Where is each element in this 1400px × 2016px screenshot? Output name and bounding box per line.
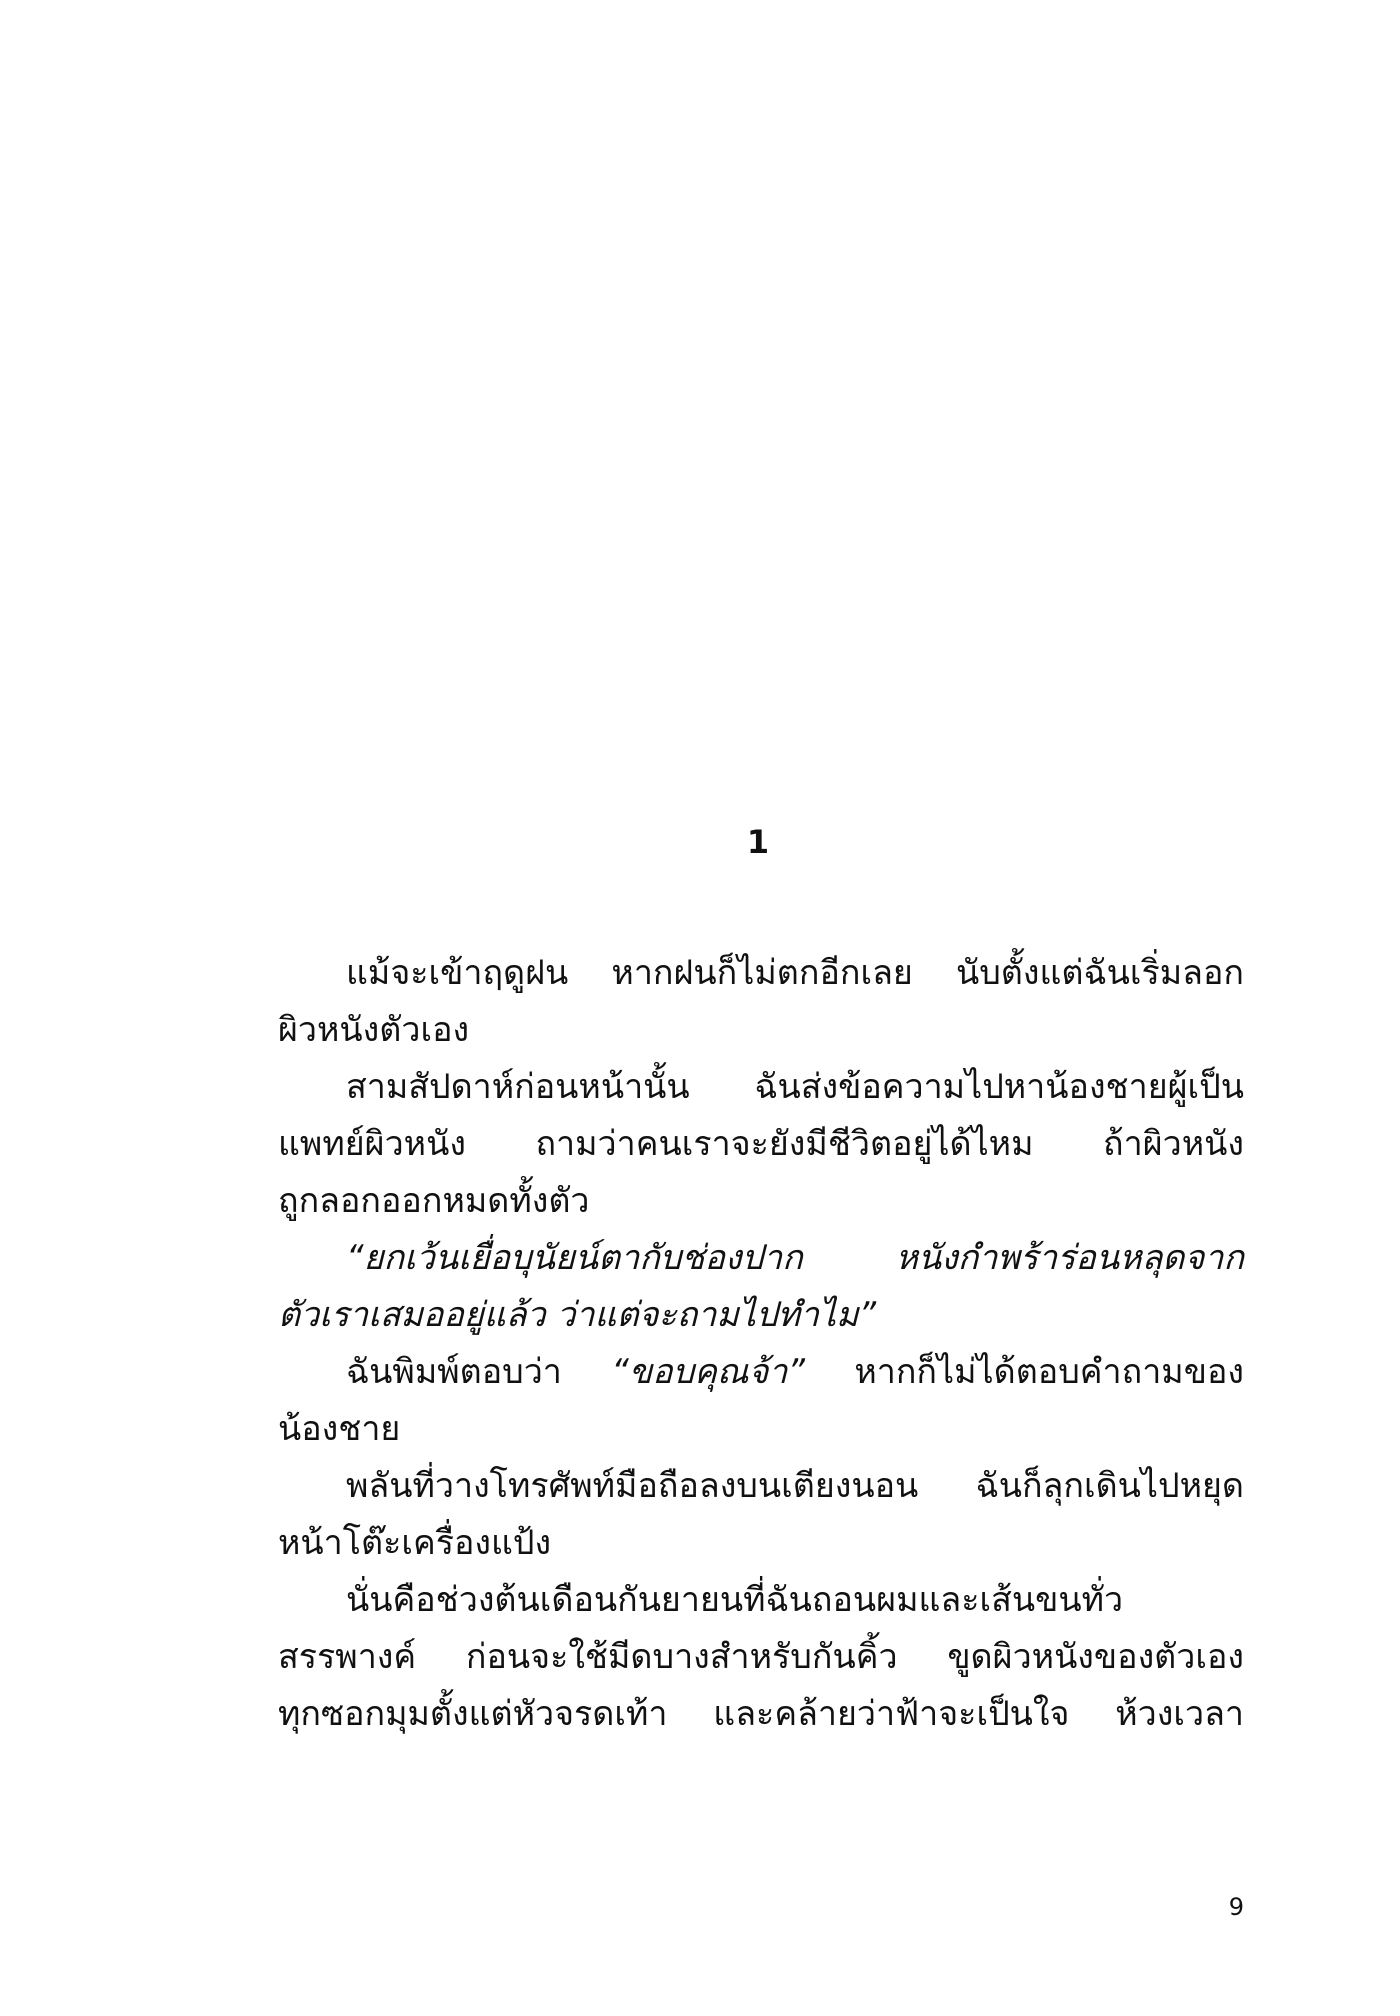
- text-line-5: ถูกลอกออกหมดทั้งตัว: [278, 1181, 590, 1221]
- text-line-8-after: หากก็ไม่ได้ตอบคำถามของ: [805, 1352, 1244, 1392]
- text-line-8-before: ฉันพิมพ์ตอบว่า: [346, 1352, 612, 1392]
- text-line-8: [278, 1344, 1244, 1401]
- text-line-12: นั่นคือช่วงต้นเดือนกันยายนที่ฉันถอนผมและเส้นขนทั่ว: [346, 1580, 1124, 1620]
- page-number: 9: [1228, 1893, 1244, 1921]
- text-line-2: ผิวหนังตัวเอง: [278, 1010, 470, 1050]
- text-line-3: สามสัปดาห์ก่อนหน้านั้น ฉันส่งข้อความไปหาน้องชายผู้เป็น: [346, 1067, 1244, 1107]
- reply-quote: “ขอบคุณจ้า”: [611, 1352, 806, 1392]
- body-text: [278, 945, 1244, 1743]
- dialogue-line-1: “ยกเว้นเยื่อบุนัยน์ตากับช่องปาก หนังกำพร้าร่อนหลุดจาก: [346, 1238, 1244, 1278]
- dialogue-line-2: ตัวเราเสมออยู่แล้ว ว่าแต่จะถามไปทำไม”: [278, 1295, 877, 1335]
- text-line-1: แม้จะเข้าฤดูฝน หากฝนก็ไม่ตกอีกเลย นับตั้งแต่ฉันเริ่มลอก: [346, 953, 1244, 993]
- text-line-11: หน้าโต๊ะเครื่องแป้ง: [278, 1523, 552, 1563]
- chapter-number: 1: [746, 823, 770, 861]
- text-line-9: น้องชาย: [278, 1409, 401, 1449]
- text-line-13: สรรพางค์ ก่อนจะใช้มีดบางสำหรับกันคิ้ว ขูดผิวหนังของตัวเอง: [278, 1637, 1244, 1677]
- text-line-10: พลันที่วางโทรศัพท์มือถือลงบนเตียงนอน ฉันก็ลุกเดินไปหยุด: [346, 1466, 1244, 1506]
- text-line-14: ทุกซอกมุมตั้งแต่หัวจรดเท้า และคล้ายว่าฟ้าจะเป็นใจ ห้วงเวลา: [278, 1694, 1244, 1734]
- text-line-4: แพทย์ผิวหนัง ถามว่าคนเราจะยังมีชีวิตอยู่ได้ไหม ถ้าผิวหนัง: [278, 1124, 1244, 1164]
